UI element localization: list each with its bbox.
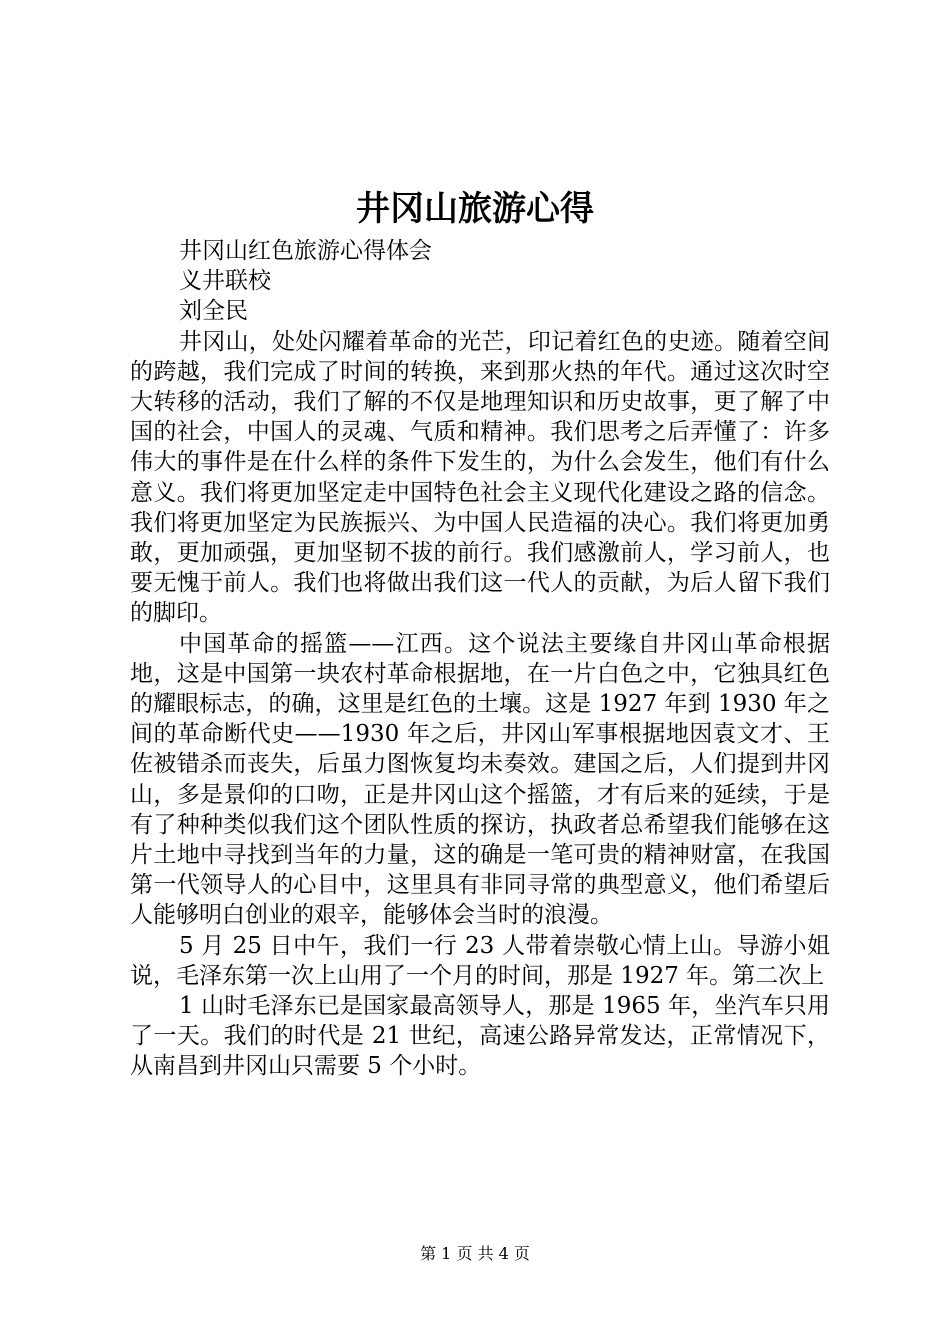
author-name: 刘全民 bbox=[179, 298, 248, 325]
page-title: 井冈山旅游心得 bbox=[356, 189, 594, 229]
document-body bbox=[130, 236, 830, 1082]
paragraph: 中国革命的摇篮——江西。这个说法主要缘自井冈山革命根据地，这是中国第一块农村革命根据地，在一片白色之中，它独具红色的耀眼标志，的确，这里是红色的土壤。这是 1927 年到 1930 年之间的革命断代史——1930 年之后，井冈山军事根据地因袁文才、王佐被错杀而丧失，后虽力图恢复均未奏效。建国之后，人们提到井冈山，多是景仰的口吻，正是井冈山这个摇篮，才有后来的延续，于是有了种种类似我们这个团队性质的探访，执政者总希望我们能够在这片土地中寻找到当年的力量，这的确是一笔可贵的精神财富，在我国第一代领导人的心目中，这里具有非同寻常的典型意义，他们希望后人能够明白创业的艰辛，能够体会当时的浪漫。 bbox=[130, 630, 830, 929]
paragraph: 1 山时毛泽东已是国家最高领导人，那是 1965 年，坐汽车只用了一天。我们的时代是 21 世纪，高速公路异常发达，正常情况下，从南昌到井冈山只需要 5 个小时。 bbox=[130, 993, 830, 1080]
document-subtitle: 井冈山红色旅游心得体会 bbox=[179, 238, 432, 264]
paragraph: 井冈山，处处闪耀着革命的光芒，印记着红色的史迹。随着空间的跨越，我们完成了时间的转换，来到那火热的年代。通过这次时空大转移的活动，我们了解的不仅是地理知识和历史故事，更了解了中国的社会，中国人的灵魂、气质和精神。我们思考之后弄懂了：许多伟大的事件是在什么样的条件下发生的，为什么会发生，他们有什么意义。我们将更加坚定走中国特色社会主义现代化建设之路的信念。我们将更加坚定为民族振兴、为中国人民造福的决心。我们将更加勇敢，更加顽强，更加坚韧不拔的前行。我们感激前人，学习前人，也要无愧于前人。我们也将做出我们这一代人的贡献，为后人留下我们的脚印。 bbox=[130, 328, 830, 627]
page-number-footer: 第 1 页 共 4 页 bbox=[420, 1244, 530, 1263]
paragraph: 5 月 25 日中午，我们一行 23 人带着崇敬心情上山。导游小姐说，毛泽东第一次上山用了一个月的时间，那是 1927 年。第二次上 bbox=[130, 932, 830, 989]
school-name: 义井联校 bbox=[179, 268, 271, 295]
